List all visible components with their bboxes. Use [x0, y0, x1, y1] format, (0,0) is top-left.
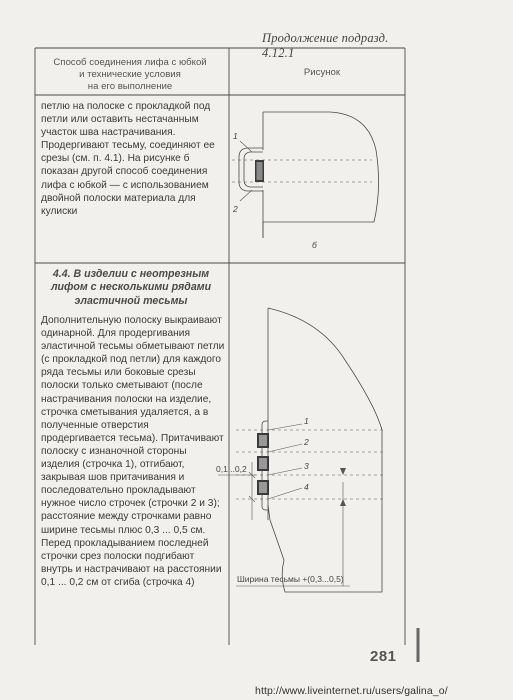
row2-description: Дополнительную полоску выкраивают одинарной. Для продергивания эластичной тесьмы обметывают петли (с прокладкой под петли) для каждого ряда тесьмы или боковые срезы полоски только сметывают (после настрачивания полоски на изделие, строчка сметывания удаляется, а в полученные отверстия продергивается тесьма). Притачивают полоску с изнаночной стороны изделия (строчка 1), отгибают, закрывая шов притачивания и последовательно прокладывают нужное число строчек (строчки 2 и 3); расстояние между строчками равно ширине тесьмы плюс 0,3 ... 0,5 см. Перед прокладыванием последней строчки срез полоски подгибают внутрь и настрачивают на расстоянии 0,1 ... 0,2 см от сгиба (строчка 4) [41, 315, 225, 588]
figure-label-1: 1 [304, 416, 309, 426]
running-head: Продолжение подразд. 4.12.1 [262, 31, 389, 60]
figure-b-label-1: 1 [233, 131, 238, 141]
dim-label-bottom: Ширина тесьмы +(0,3...0,5) [237, 574, 344, 584]
figure-elastic-rows [216, 308, 385, 592]
figure-label-2: 2 [304, 437, 309, 447]
row1-description: петлю на полоске с прокладкой под петли или оставить нестачанным участок шва настрачивания. Продергивают тесьму, соединяют ее срезы (см. п. 4.1). На рисунке б показан другой способ соединения лифа с юбкой — с использованием двойной полоски материала для кулиски [41, 101, 215, 217]
source-watermark: http://www.liveinternet.ru/users/galina_o/ [255, 685, 448, 697]
figure-label-3: 3 [304, 461, 309, 471]
figure-b-label-2: 2 [233, 204, 238, 214]
figure-b-caption: б [312, 240, 317, 250]
column-header-method: Способ соединения лифа с юбкой и технические условия на его выполнение [53, 57, 207, 93]
column-header-figure: Рисунок [303, 67, 341, 78]
figure-label-4: 4 [304, 482, 309, 492]
section-title-4-4: 4.4. В изделии с неотрезным лифом с несколькими рядами эластичной тесьмы [50, 268, 212, 307]
dim-label-left: 0,1...0,2 [216, 464, 247, 474]
page-number: 281 [370, 648, 397, 665]
figure-b [232, 112, 379, 250]
